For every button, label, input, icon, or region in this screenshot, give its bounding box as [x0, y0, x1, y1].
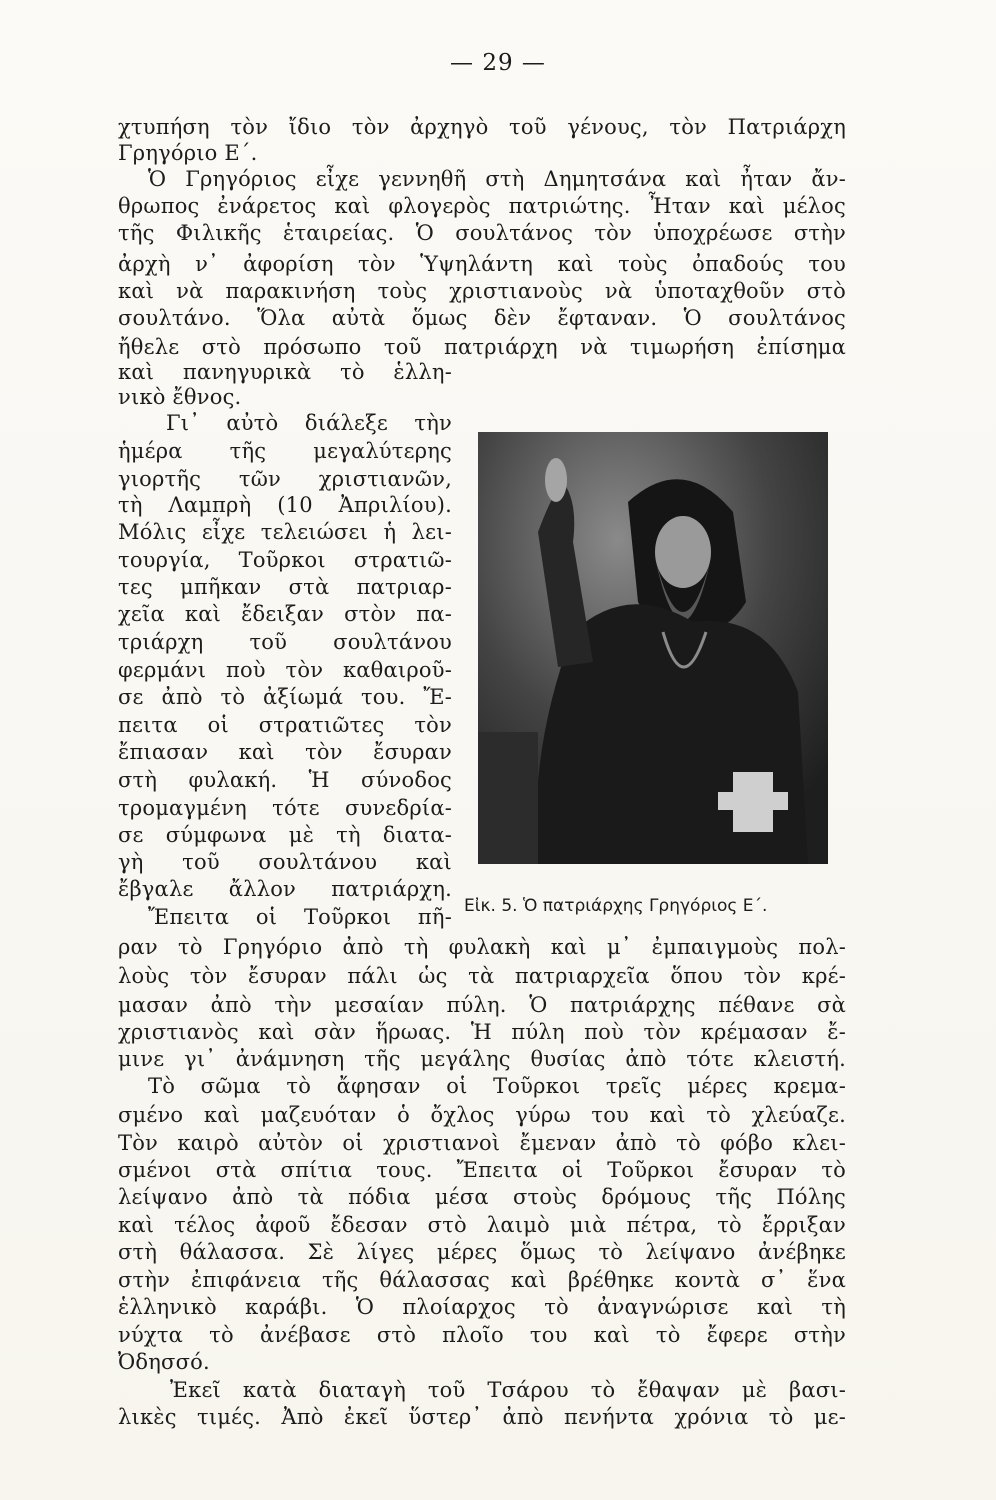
- text-line: ἔβγαλε ἄλλον πατριάρχη.: [118, 877, 452, 901]
- text-line: νύχτα τὸ ἀνέβασε στὸ πλοῖο του καὶ τὸ ἔφερε στὴν: [118, 1323, 846, 1347]
- patriarch-photo: [478, 432, 828, 864]
- text-line: ἡμέρα τῆς μεγαλύτερης: [118, 439, 452, 463]
- text-line: τῆς Φιλικῆς ἑταιρείας. Ὁ σουλτάνος τὸν ὑποχρέωσε στὴν: [118, 221, 846, 245]
- text-line: Μόλις εἶχε τελειώσει ἡ λει-: [118, 520, 452, 544]
- text-line: ἔπιασαν καὶ τὸν ἔσυραν: [118, 740, 452, 764]
- text-line: Ἐκεῖ κατὰ διαταγὴ τοῦ Τσάρου τὸ ἔθαψαν μὲ βασι-: [170, 1378, 846, 1402]
- text-line: στὴ φυλακή. Ἡ σύνοδος: [118, 768, 452, 792]
- text-line: ραν τὸ Γρηγόριο ἀπὸ τὴ φυλακὴ καὶ μ᾿ ἐμπαιγμοὺς πολ-: [118, 935, 846, 959]
- text-line: νικὸ ἔθνος.: [118, 385, 242, 409]
- text-line: καὶ πανηγυρικὰ τὸ ἑλλη-: [118, 360, 452, 384]
- text-line: θρωπος ἐνάρετος καὶ φλογερὸς πατριώτης. Ἦταν καὶ μέλος: [118, 194, 846, 218]
- text-line: Ὁ Γρηγόριος εἶχε γεννηθῆ στὴ Δημητσάνα καὶ ἦταν ἄν-: [148, 167, 846, 191]
- text-line: τουργία, Τοῦρκοι στρατιῶ-: [118, 548, 452, 572]
- text-line: σουλτάνο. Ὅλα αὐτὰ ὅμως δὲν ἔφταναν. Ὁ σουλτάνος: [118, 306, 846, 330]
- patriarch-portrait-image: [478, 432, 828, 864]
- text-line: τριάρχη τοῦ σουλτάνου: [118, 630, 452, 654]
- text-line: σε σύμφωνα μὲ τὴ διατα-: [118, 823, 452, 847]
- text-line: καὶ νὰ παρακινήση τοὺς χριστιανοὺς νὰ ὑποταχθοῦν στὸ: [118, 279, 846, 303]
- text-line: στὴ θάλασσα. Σὲ λίγες μέρες ὅμως τὸ λείψανο ἀνέβηκε: [118, 1240, 846, 1264]
- text-line: στὴν ἐπιφάνεια τῆς θάλασσας καὶ βρέθηκε κοντὰ σ᾿ ἕνα: [118, 1268, 846, 1292]
- text-line: Τὸ σῶμα τὸ ἄφησαν οἱ Τοῦρκοι τρεῖς μέρες κρεμα-: [148, 1074, 846, 1098]
- text-line: πειτα οἱ στρατιῶτες τὸν: [118, 713, 452, 737]
- text-line: χριστιανὸς καὶ σὰν ἥρωας. Ἡ πύλη ποὺ τὸν κρέμασαν ἔ-: [118, 1020, 846, 1044]
- text-line: Ἔπειτα οἱ Τοῦρκοι πῆ-: [148, 905, 452, 929]
- text-line: γιορτῆς τῶν χριστιανῶν,: [118, 467, 452, 491]
- text-line: Τὸν καιρὸ αὐτὸν οἱ χριστιανοὶ ἔμεναν ἀπὸ τὸ φόβο κλει-: [118, 1131, 846, 1155]
- text-line: χτυπήση τὸν ἴδιο τὸν ἀρχηγὸ τοῦ γένους, τὸν Πατριάρχη: [118, 115, 846, 139]
- text-line: μινε γι᾿ ἀνάμνηση τῆς μεγάλης θυσίας ἀπὸ τότε κλειστή.: [118, 1047, 846, 1071]
- text-line: σε ἀπὸ τὸ ἀξίωμά του. Ἔ-: [118, 685, 452, 709]
- text-line: ἀρχὴ ν᾿ ἀφορίση τὸν Ὑψηλάντη καὶ τοὺς ὀπαδούς του: [118, 252, 846, 276]
- text-line: φερμάνι ποὺ τὸν καθαιροῦ-: [118, 658, 452, 682]
- text-line: λικὲς τιμές. Ἀπὸ ἐκεῖ ὕστερ᾿ ἀπὸ πενήντα χρόνια τὸ με-: [118, 1405, 846, 1429]
- text-line: γὴ τοῦ σουλτάνου καὶ: [118, 850, 452, 874]
- text-line: ἤθελε στὸ πρόσωπο τοῦ πατριάρχη νὰ τιμωρήση ἐπίσημα: [118, 335, 846, 359]
- text-line: Γι᾿ αὐτὸ διάλεξε τὴν: [166, 411, 452, 435]
- text-line: καὶ τέλος ἀφοῦ ἔδεσαν στὸ λαιμὸ μιὰ πέτρα, τὸ ἔρριξαν: [118, 1213, 846, 1237]
- text-line: Ὀδησσό.: [118, 1350, 210, 1374]
- page-number: — 29 —: [450, 50, 546, 76]
- text-line: χεῖα καὶ ἔδειξαν στὸν πα-: [118, 602, 452, 626]
- text-line: λείψανο ἀπὸ τὰ πόδια μέσα στοὺς δρόμους τῆς Πόλης: [118, 1185, 846, 1209]
- figure-caption: Εἰκ. 5. Ὁ πατριάρχης Γρηγόριος Ε΄.: [464, 896, 768, 916]
- text-line: σμένο καὶ μαζευόταν ὁ ὄχλος γύρω του καὶ τὸ χλεύαζε.: [118, 1103, 846, 1127]
- text-line: τρομαγμένη τότε συνεδρία-: [118, 796, 452, 820]
- text-line: τὴ Λαμπρὴ (10 Ἀπριλίου).: [118, 493, 452, 517]
- text-line: λοὺς τὸν ἔσυραν πάλι ὡς τὰ πατριαρχεῖα ὅπου τὸν κρέ-: [118, 964, 846, 988]
- text-line: ἑλληνικὸ καράβι. Ὁ πλοίαρχος τὸ ἀναγνώρισε καὶ τὴ: [118, 1295, 846, 1319]
- text-line: τες μπῆκαν στὰ πατριαρ-: [118, 575, 452, 599]
- text-line: σμένοι στὰ σπίτια τους. Ἔπειτα οἱ Τοῦρκοι ἔσυραν τὸ: [118, 1158, 846, 1182]
- text-line: Γρηγόριο Ε΄.: [118, 141, 258, 165]
- text-line: μασαν ἀπὸ τὴν μεσαίαν πύλη. Ὁ πατριάρχης πέθανε σὰ: [118, 993, 846, 1017]
